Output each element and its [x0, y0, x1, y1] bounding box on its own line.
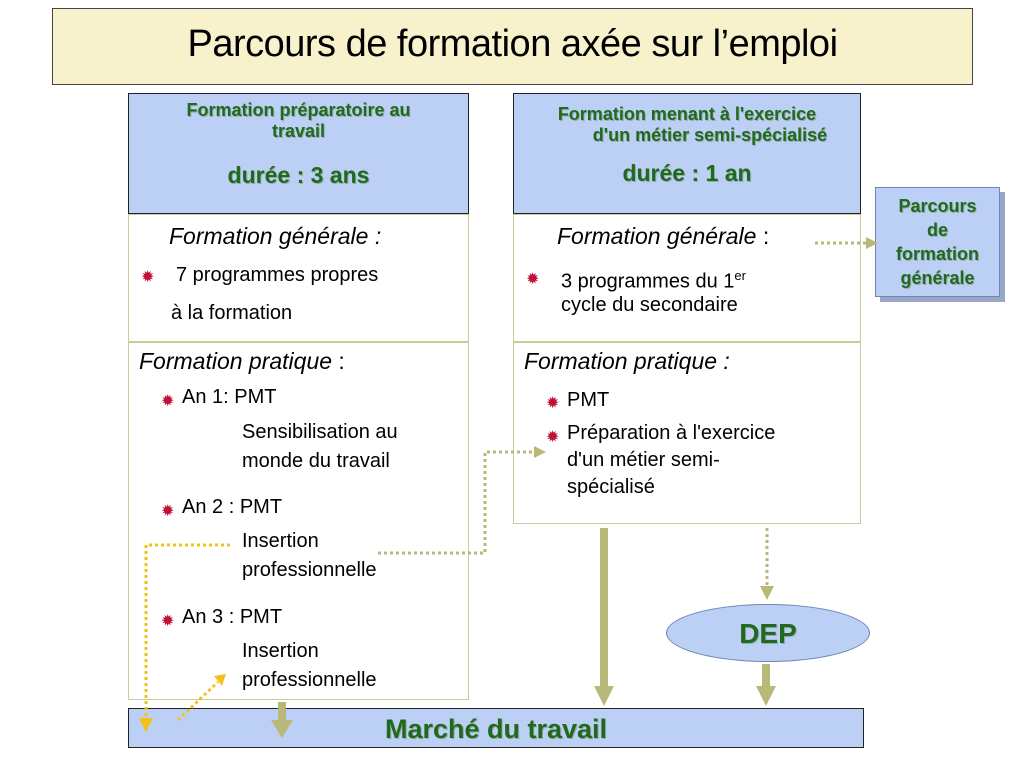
general-path-line4: générale — [900, 268, 975, 288]
yellow-dotted-arrow-up — [178, 682, 218, 720]
arrowhead-icon — [866, 237, 878, 249]
right-header-line2: d'un métier semi-spécialisé — [592, 125, 828, 145]
page-title: Parcours de formation axée sur l’emploi — [187, 23, 838, 65]
bullet-icon: ✹ — [526, 271, 540, 288]
year3-label: An 3 : PMT — [182, 606, 283, 628]
bullet-icon: ✹ — [546, 429, 560, 446]
general-path-line1: Parcours — [898, 196, 977, 216]
year1-label: An 1: PMT — [182, 386, 277, 408]
right-general-label: Formation générale — [557, 223, 757, 249]
right-practical-item2-line3: spécialisé — [567, 476, 655, 498]
right-general-item-sup: er — [734, 268, 746, 283]
right-practical-item2-line2: d'un métier semi- — [567, 449, 720, 471]
bullet-icon: ✹ — [546, 395, 560, 412]
arrow-right-column-to-market — [600, 528, 608, 688]
bullet-icon: ✹ — [141, 269, 155, 286]
arrowhead-icon — [139, 718, 153, 732]
arrowhead-icon — [594, 686, 614, 706]
general-path-line2: de — [926, 220, 948, 240]
dotted-arrow-left-to-right — [378, 452, 534, 553]
dep-label: DEP — [739, 618, 797, 649]
left-general-item-line1: 7 programmes propres — [176, 264, 379, 286]
arrowhead-icon — [271, 720, 293, 738]
left-header-line1: Formation préparatoire au — [186, 100, 411, 120]
right-practical-item2-line1: Préparation à l'exercice — [567, 422, 776, 444]
bullet-icon: ✹ — [161, 393, 175, 410]
yellow-dotted-arrow-down — [146, 545, 230, 720]
right-general-item-line2: cycle du secondaire — [561, 294, 738, 316]
left-general-label: Formation générale : — [169, 223, 382, 249]
right-duration: durée : 1 an — [622, 160, 752, 186]
general-path-line3: formation — [896, 244, 979, 264]
arrowhead-icon — [214, 674, 226, 686]
left-practical-colon: : — [332, 348, 345, 374]
right-header-line1: Formation menant à l'exercice — [557, 104, 817, 124]
arrowhead-icon — [760, 586, 774, 600]
left-practical-label: Formation pratique — [139, 348, 333, 374]
year2-label: An 2 : PMT — [182, 496, 283, 518]
right-practical-item1: PMT — [567, 389, 610, 411]
right-general-item-text: 3 programmes du 1 — [561, 270, 735, 293]
right-general-colon: : — [756, 223, 770, 249]
left-general-item-line2: à la formation — [171, 302, 293, 324]
bullet-icon: ✹ — [161, 613, 175, 630]
arrowhead-icon — [756, 686, 776, 706]
arrowhead-icon — [534, 446, 546, 458]
left-header-line2: travail — [271, 121, 326, 141]
job-market-label: Marché du travail — [384, 714, 608, 744]
bullet-icon: ✹ — [161, 503, 175, 520]
right-practical-label: Formation pratique : — [524, 348, 730, 374]
year2-line2: professionnelle — [242, 559, 377, 581]
year2-line1: Insertion — [242, 530, 319, 552]
left-duration: durée : 3 ans — [227, 162, 370, 188]
year3-line1: Insertion — [242, 640, 319, 662]
year1-line1: Sensibilisation au — [242, 421, 398, 443]
year3-line2: professionnelle — [242, 669, 377, 691]
year1-line2: monde du travail — [242, 450, 390, 472]
arrow-left-column-to-market — [278, 702, 286, 720]
arrow-dep-to-market — [762, 664, 770, 688]
